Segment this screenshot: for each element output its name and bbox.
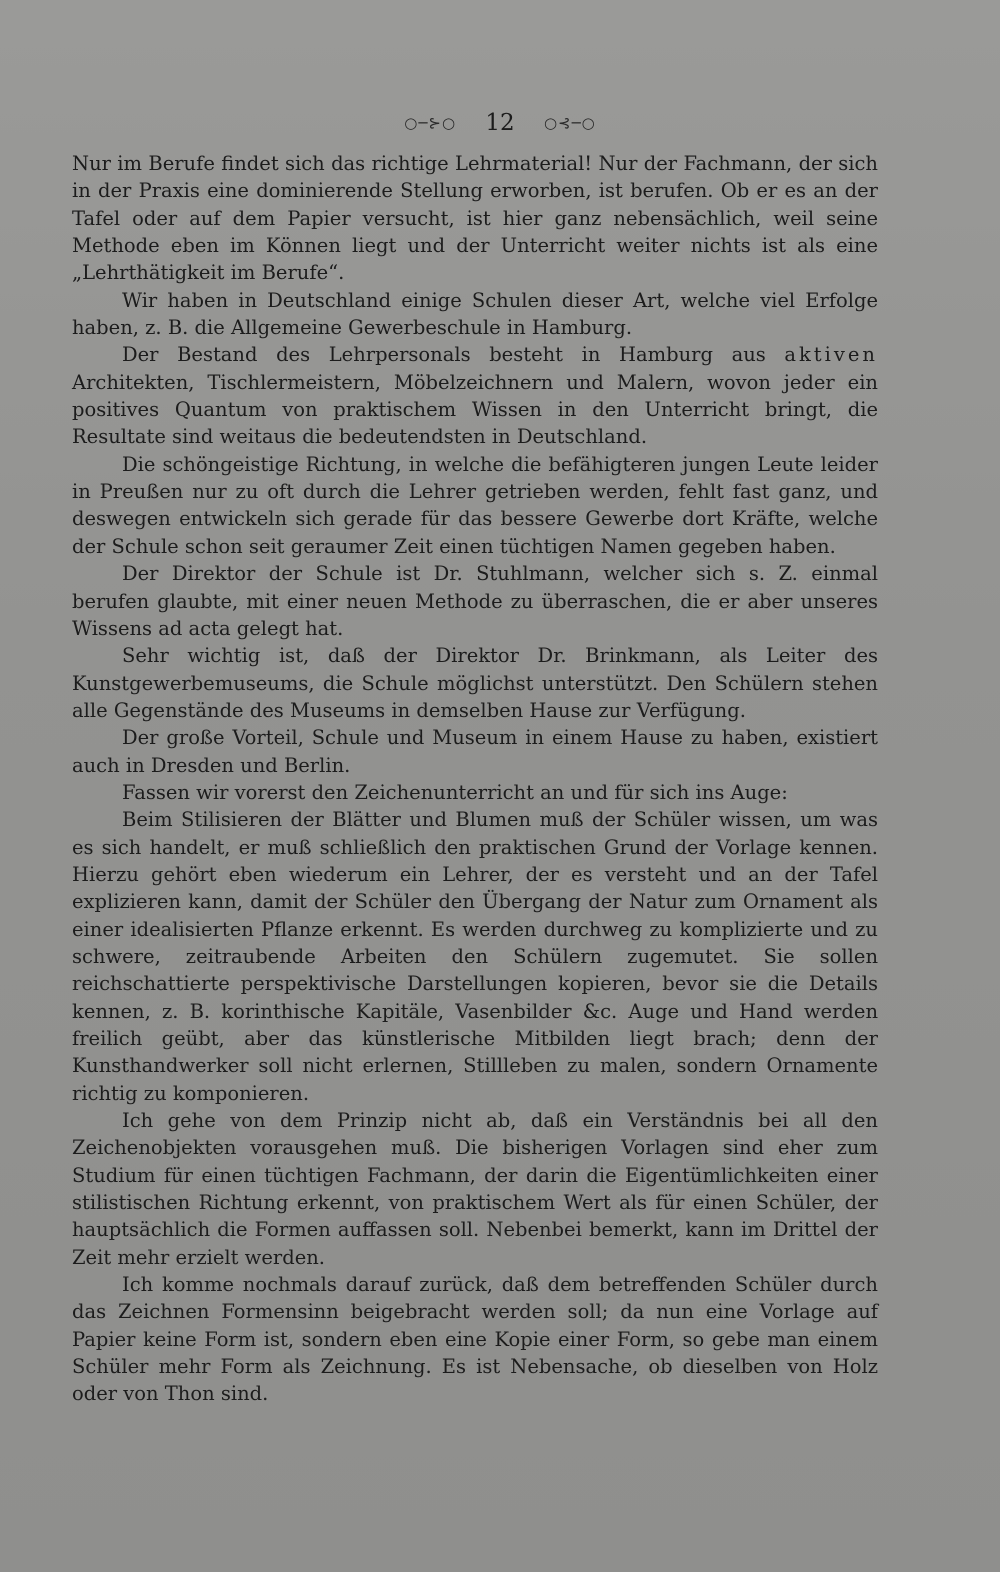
bestand-text-after: Architekten, Tischlermeistern, Möbelzeichnern und Malern, wovon jeder ein positives Quantum von praktischem Wissen in den Unterricht bringt, die Resultate sind weitaus die bedeutendsten in Deutschland. bbox=[72, 370, 878, 449]
paragraph-direktor: Der Direktor der Schule ist Dr. Stuhlmann, welcher sich s. Z. einmal berufen glaubte, mit einer neuen Methode zu überraschen, die er aber unseres Wissens ad acta gelegt hat. bbox=[72, 562, 878, 640]
paragraph-zeichenunterricht: Fassen wir vorerst den Zeichenunterricht an und für sich ins Auge: bbox=[122, 780, 788, 804]
paragraph-formensinn: Ich komme nochmals darauf zurück, daß dem betreffenden Schüler durch das Zeichnen Formensinn beigebracht werden soll; da nun eine Vorlage auf Papier keine Form ist, sondern eben eine Kopie einer Form, so gebe man einem Schüler mehr Form als Zeichnung. Es ist Nebensache, ob dieselben von Holz oder von Thon sind. bbox=[72, 1273, 878, 1406]
header-ornament-right: ○⊰─○ bbox=[543, 114, 596, 132]
paragraph-prinzip: Ich gehe von dem Prinzip nicht ab, daß ein Verständnis bei all den Zeichenobjekten vorausgehen muß. Die bisherigen Vorlagen sind eher zum Studium für einen tüchtigen Fachmann, der darin die Eigentümlichkeiten einer stilistischen Richtung erkennt, von praktischem Wert als für einen Schüler, der hauptsächlich die Formen auffassen soll. Nebenbei bemerkt, kann im Drittel der Zeit mehr erzielt werden. bbox=[72, 1109, 878, 1269]
header-ornament-left: ○─⊱○ bbox=[404, 114, 457, 132]
page-header bbox=[0, 108, 1000, 137]
bestand-text-before: Der Bestand des Lehrpersonals besteht in Hamburg aus bbox=[122, 343, 785, 367]
paragraph-schulen: Wir haben in Deutschland einige Schulen dieser Art, welche viel Erfolge haben, z. B. die Allgemeine Gewerbeschule in Hamburg. bbox=[72, 288, 878, 340]
bestand-emphasis: aktiven bbox=[784, 343, 878, 367]
paragraph-bestand bbox=[72, 341, 878, 450]
body-text bbox=[72, 150, 878, 1408]
paragraph-richtung: Die schöngeistige Richtung, in welche die befähigteren jungen Leute leider in Preußen nur zu oft durch die Lehrer getrieben werden, fehlt fast ganz, und deswegen entwickeln sich gerade für das bessere Gewerbe dort Kräfte, welche der Schule schon seit geraumer Zeit einen tüchtigen Namen gegeben haben. bbox=[72, 452, 878, 558]
paragraph-vorteil: Der große Vorteil, Schule und Museum in einem Hause zu haben, existiert auch in Dresden und Berlin. bbox=[72, 726, 878, 777]
paragraph-berufe: Nur im Berufe findet sich das richtige Lehrmaterial! Nur der Fachmann, der sich in der Praxis eine dominierende Stellung erworben, ist berufen. Ob er es an der Tafel oder auf dem Papier versucht, ist hier ganz nebensächlich, weil seine Methode eben im Können liegt und der Unterricht weiter nichts ist als eine „Lehrthätigkeit im Berufe“. bbox=[72, 152, 878, 285]
paragraph-stilisieren: Beim Stilisieren der Blätter und Blumen muß der Schüler wissen, um was es sich handelt, er muß schließlich den praktischen Grund der Vorlage kennen. Hierzu gehört eben wiederum ein Lehrer, der es versteht und an der Tafel explizieren kann, damit der Schüler den Übergang der Natur zum Ornament als einer idealisierten Pflanze erkennt. Es werden durchweg zu komplizierte und zu schwere, zeitraubende Arbeiten den Schülern zugemutet. Sie sollen reichschattierte perspektivische Darstellungen kopieren, bevor sie die Details kennen, z. B. korinthische Kapitäle, Vasenbilder &c. Auge und Hand werden freilich geübt, aber das künstlerische Mitbilden liegt brach; denn der Kunsthandwerker soll nicht erlernen, Stillleben zu malen, sondern Ornamente richtig zu komponieren. bbox=[72, 808, 878, 1105]
page-number: 12 bbox=[485, 110, 515, 136]
paragraph-museum: Sehr wichtig ist, daß der Direktor Dr. Brinkmann, als Leiter des Kunstgewerbemuseums, die Schule möglichst unterstützt. Den Schülern stehen alle Gegenstände des Museums in demselben Hause zur Verfügung. bbox=[72, 644, 878, 722]
